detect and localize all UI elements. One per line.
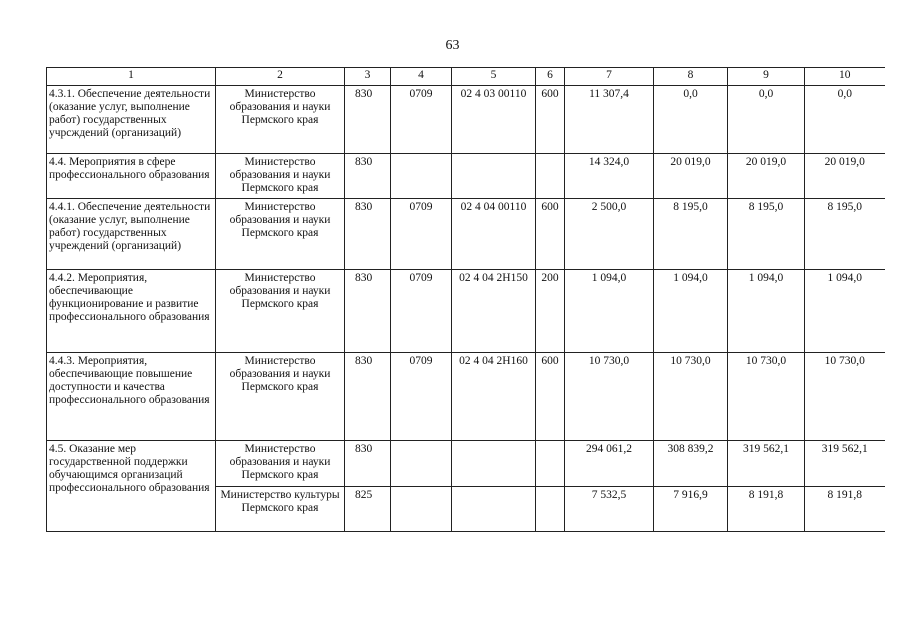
value-col10: 20 019,0 [805,154,885,199]
value-col9: 20 019,0 [728,154,805,199]
code-830: 830 [345,353,391,441]
item-name: 4.4.1. Обеспечение деятельности (оказание услуг, выполнение работ) государственных учреждений (организаций) [47,199,216,270]
code-830: 830 [345,154,391,199]
value-col8: 8 195,0 [654,199,728,270]
header-cell: 1 [47,68,216,86]
ministry: Министерство образования и науки Пермского края [216,86,345,154]
section-code: 0709 [391,86,452,154]
item-name: 4.4.3. Мероприятия, обеспечивающие повышение доступности и качества профессионального образования [47,353,216,441]
table-row [47,154,885,199]
item-name: 4.4. Мероприятия в сфере профессионального образования [47,154,216,199]
item-name: 4.4.2. Мероприятия, обеспечивающие функционирование и развитие профессионального образования [47,270,216,353]
table-row [47,86,885,154]
expense-type: 600 [536,86,565,154]
value-col8: 308 839,2 [654,441,728,487]
target-code [452,487,536,532]
value-col7: 7 532,5 [565,487,654,532]
item-name: 4.5. Оказание мер государственной поддержки обучающимся организаций профессионального образования [47,441,216,532]
code-830: 830 [345,441,391,487]
section-code: 0709 [391,270,452,353]
value-col8: 20 019,0 [654,154,728,199]
header-cell: 4 [391,68,452,86]
item-name: 4.3.1. Обеспечение деятельности (оказание услуг, выполнение работ) государственных учрсждений (организаций) [47,86,216,154]
section-code: 0709 [391,199,452,270]
code-830: 830 [345,86,391,154]
value-col8: 1 094,0 [654,270,728,353]
value-col9: 10 730,0 [728,353,805,441]
table-row [47,353,885,441]
value-col7: 294 061,2 [565,441,654,487]
target-code: 02 4 03 00110 [452,86,536,154]
section-code: 0709 [391,353,452,441]
code-830: 830 [345,199,391,270]
table-row [47,270,885,353]
value-col10: 1 094,0 [805,270,885,353]
header-cell: 5 [452,68,536,86]
page-number: 63 [445,38,460,53]
table-row [47,441,885,487]
code-825: 825 [345,487,391,532]
value-col8: 7 916,9 [654,487,728,532]
value-col7: 14 324,0 [565,154,654,199]
table-row [47,199,885,270]
target-code: 02 4 04 00110 [452,199,536,270]
target-code [452,154,536,199]
value-col9: 0,0 [728,86,805,154]
value-col8: 10 730,0 [654,353,728,441]
header-cell: 9 [728,68,805,86]
expense-type: 200 [536,270,565,353]
expense-type: 600 [536,353,565,441]
value-col7: 2 500,0 [565,199,654,270]
target-code: 02 4 04 2Н150 [452,270,536,353]
target-code [452,441,536,487]
budget-table [46,67,885,532]
value-col8: 0,0 [654,86,728,154]
value-col9: 319 562,1 [728,441,805,487]
value-col9: 8 191,8 [728,487,805,532]
ministry: Министерство образования и науки Пермского края [216,441,345,487]
header-cell: 2 [216,68,345,86]
section-code [391,441,452,487]
ministry: Министерство образования и науки Пермского края [216,353,345,441]
value-col10: 8 195,0 [805,199,885,270]
value-col10: 319 562,1 [805,441,885,487]
value-col9: 8 195,0 [728,199,805,270]
header-cell: 3 [345,68,391,86]
value-col10: 8 191,8 [805,487,885,532]
header-cell: 10 [805,68,885,86]
ministry: Министерство образования и науки Пермского края [216,199,345,270]
value-col9: 1 094,0 [728,270,805,353]
expense-type: 600 [536,199,565,270]
value-col7: 10 730,0 [565,353,654,441]
ministry: Министерство культуры Пермского края [216,487,345,532]
header-cell: 6 [536,68,565,86]
value-col7: 1 094,0 [565,270,654,353]
header-cell: 8 [654,68,728,86]
section-code [391,487,452,532]
target-code: 02 4 04 2Н160 [452,353,536,441]
value-col10: 10 730,0 [805,353,885,441]
value-col10: 0,0 [805,86,885,154]
expense-type [536,154,565,199]
section-code [391,154,452,199]
ministry: Министерство образования и науки Пермского края [216,270,345,353]
ministry: Министерство образования и науки Пермского края [216,154,345,199]
header-cell: 7 [565,68,654,86]
header-row [47,68,885,86]
code-830: 830 [345,270,391,353]
expense-type [536,487,565,532]
expense-type [536,441,565,487]
value-col7: 11 307,4 [565,86,654,154]
